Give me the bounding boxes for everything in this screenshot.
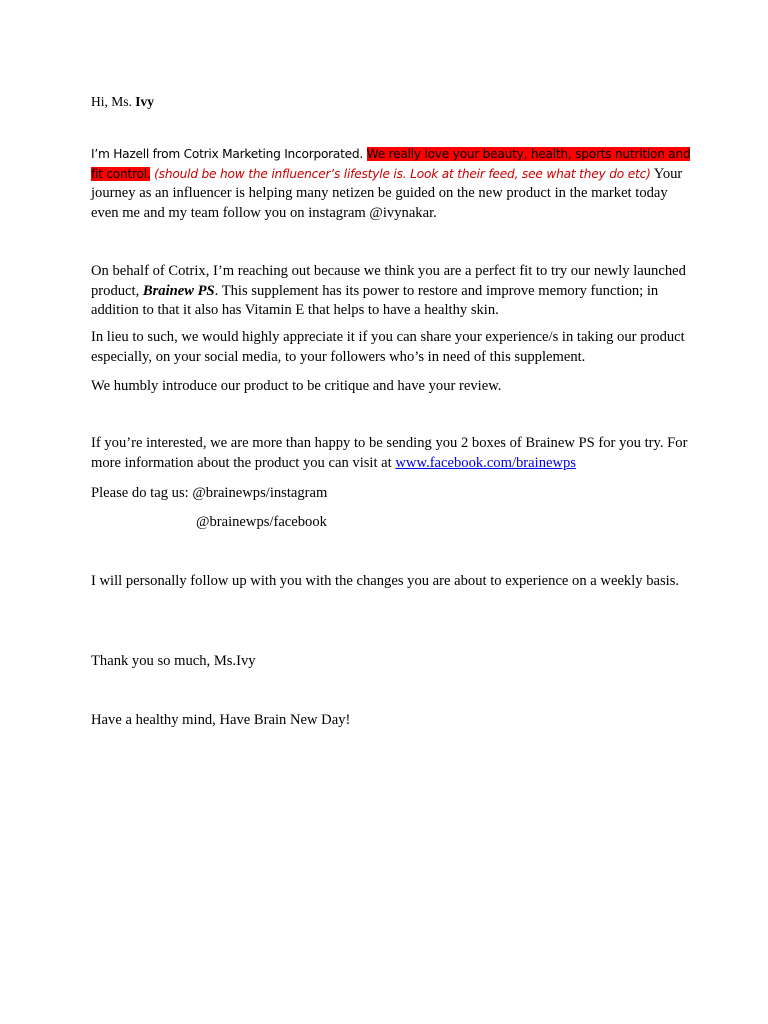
review-paragraph: We humbly introduce our product to be critique and have your review. (91, 378, 502, 394)
tag-instagram-line (91, 484, 691, 504)
note-open: ( (154, 166, 159, 181)
product-paragraph (91, 262, 691, 321)
editor-note: should be how the influencer’s lifestyle is. Look at their feed, see what they do etc (158, 166, 647, 181)
highlighted-lifestyle-text: We really love your beauty, health, sports nutrition and fit control. (91, 147, 691, 181)
closing-line: Have a healthy mind, Have Brain New Day! (91, 712, 351, 728)
greeting (91, 92, 691, 112)
facebook-handle: @brainewps/facebook (196, 514, 327, 530)
intro-opening: I’m Hazell from Cotrix Marketing Incorporated. (91, 147, 364, 161)
instagram-handle: @brainewps/instagram (192, 485, 328, 501)
intro-rest: Your journey as an influencer is helping many netizen be guided on the new product in the market today even me and my team follow you on instagram @ivynakar. (91, 165, 683, 221)
greeting-prefix: Hi, Ms. (91, 94, 136, 109)
thanks-line: Thank you so much, Ms.Ivy (91, 653, 256, 669)
tag-label: Please do tag us: (91, 485, 193, 501)
intro-paragraph (91, 145, 691, 223)
offer-paragraph (91, 434, 691, 473)
brand-name: Brainew PS (142, 282, 215, 299)
facebook-link[interactable]: www.facebook.com/brainewps (395, 454, 576, 471)
share-request-paragraph: In lieu to such, we would highly appreciate it if you can share your experience/s in taking our product especially, on your social media, to your followers who’s in need of this supplement. (91, 329, 685, 365)
product-intro: On behalf of Cotrix, I’m reaching out because we think you are a perfect fit to try our newly launched product, (91, 263, 686, 299)
tag-facebook-line (196, 513, 768, 533)
greeting-name: Ivy (135, 94, 155, 109)
product-description: . This supplement has its power to restore and improve memory function; in addition to that it also has Vitamin E that helps to have a healthy skin. (91, 282, 659, 318)
offer-text: If you’re interested, we are more than happy to be sending you 2 boxes of Brainew PS for you try. For more information about the product you can visit at (91, 435, 688, 471)
note-close: ) (646, 166, 651, 181)
follow-up-paragraph: I will personally follow up with you with the changes you are about to experience on a weekly basis. (91, 573, 680, 589)
